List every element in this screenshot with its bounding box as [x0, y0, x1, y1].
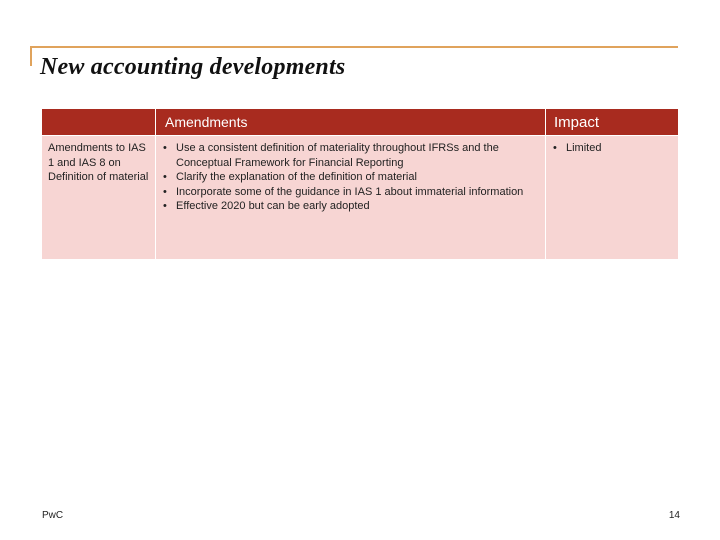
header-impact: Impact: [546, 109, 679, 136]
impact-cell: [546, 136, 679, 260]
footer-brand: PwC: [42, 510, 64, 521]
topic-cell: Amendments to IAS 1 and IAS 8 on Definition of material: [42, 136, 156, 260]
impact-list: [552, 141, 672, 156]
title-frame-left-rule: [30, 46, 32, 66]
list-item: • Effective 2020 but can be early adopted: [162, 199, 539, 214]
list-item: • Clarify the explanation of the definition of material: [162, 170, 539, 185]
title-frame-top-rule: [30, 46, 678, 48]
list-item: • Limited: [552, 141, 672, 156]
header-amendments: Amendments: [156, 109, 546, 136]
list-item: • Use a consistent definition of materiality throughout IFRSs and the Conceptual Framework for Financial Reporting: [162, 141, 539, 170]
amendments-cell: [156, 136, 546, 260]
table-row: [42, 136, 679, 260]
slide-title: New accounting developments: [40, 54, 346, 80]
page-number: 14: [668, 510, 680, 521]
header-topic: [42, 109, 156, 136]
list-item: • Incorporate some of the guidance in IAS 1 about immaterial information: [162, 185, 539, 200]
amendments-table: [41, 108, 679, 260]
amendments-list: [162, 141, 539, 214]
table-header-row: [42, 109, 679, 136]
